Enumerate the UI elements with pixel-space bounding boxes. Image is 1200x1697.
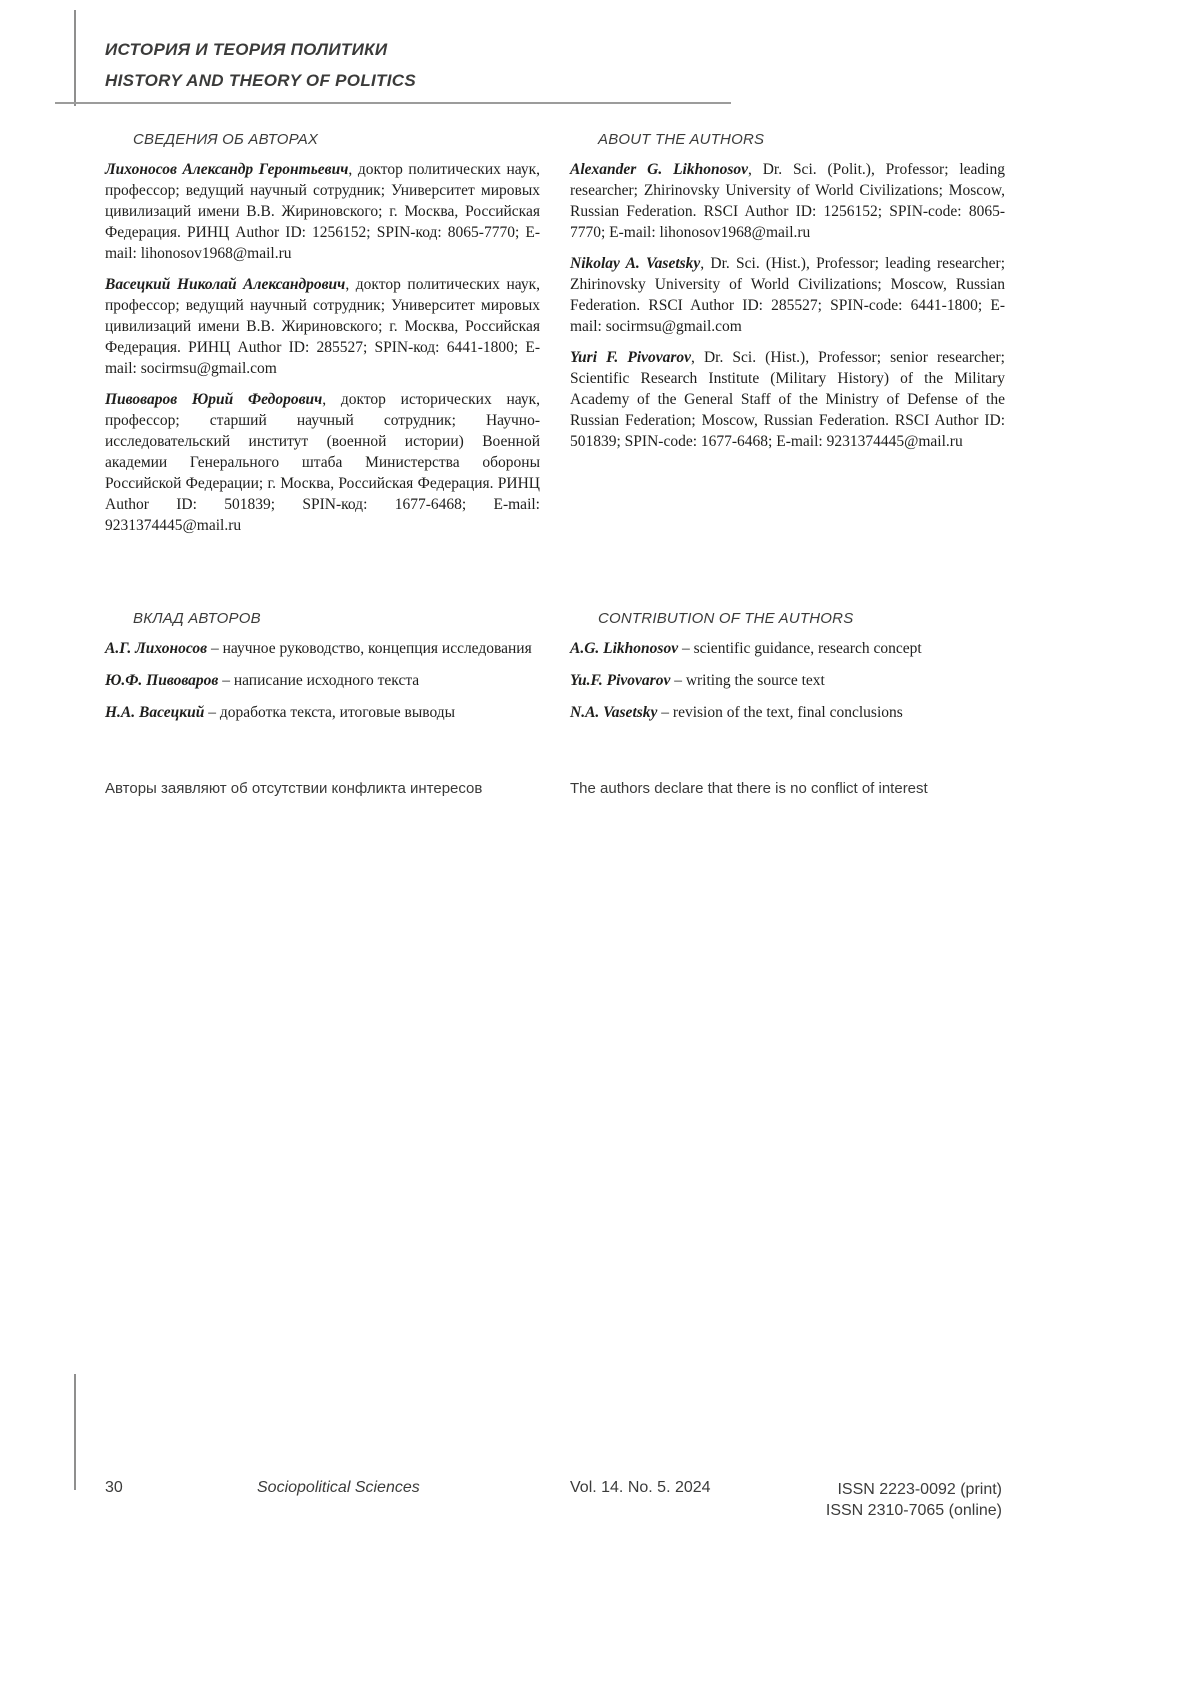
issn-online: ISSN 2310-7065 (online) — [825, 1502, 1002, 1519]
author-name: N.A. Vasetsky — [570, 704, 658, 721]
author-details: , доктор политических наук, профессор; ведущий научный сотрудник; Университет мировых цивилизаций имени В.В. Жириновского; г. Москва, Российская Федерация. РИНЦ Author ID: 1256152; SPIN-код: 8065-7770; E-mail: lihonosov1968@mail.ru — [105, 161, 540, 262]
contribution-item-ru-2 — [105, 670, 540, 691]
author-name: A.G. Likhonosov — [570, 640, 679, 657]
author-name: Лихоносов Александр Геронтьевич — [105, 161, 349, 178]
about-authors-heading-en: ABOUT THE AUTHORS — [598, 131, 765, 148]
contribution-item-en-2 — [570, 670, 1005, 691]
author-details: , Dr. Sci. (Hist.), Professor; senior researcher; Scientific Research Institute (Military History) of the Military Academy of the General Staff of the Ministry of Defense of the Russian Federation; Moscow, Russian Federation. RSCI Author ID: 501839; SPIN-code: 1677-6468; E-mail: 9231374445@mail.ru — [570, 349, 1005, 450]
author-bio-ru-3 — [105, 389, 540, 536]
author-details: , доктор политических наук, профессор; ведущий научный сотрудник; Университет мировых цивилизаций имени В.В. Жириновского; г. Москва, Российская Федерация. РИНЦ Author ID: 285527; SPIN-код: 6441-1800; E-mail: socirmsu@gmail.com — [105, 276, 541, 377]
author-bio-en-1 — [570, 159, 1005, 243]
issn-block — [826, 1479, 1002, 1521]
two-column-grid — [105, 131, 1005, 797]
author-name: Yuri F. Pivovarov — [570, 349, 692, 366]
journal-title: Sociopolitical Sciences — [257, 1479, 420, 1496]
contribution-heading-ru: ВКЛАД АВТОРОВ — [133, 610, 261, 627]
section-title-en: HISTORY AND THEORY OF POLITICS — [105, 71, 416, 90]
about-authors-ru — [105, 131, 540, 546]
author-bio-ru-1 — [105, 159, 540, 264]
contribution-heading-en: CONTRIBUTION OF THE AUTHORS — [598, 610, 854, 627]
running-head — [105, 40, 416, 91]
issue-info: Vol. 14. No. 5. 2024 — [570, 1479, 711, 1496]
contribution-text: – writing the source text — [670, 672, 825, 689]
contribution-item-ru-3 — [105, 702, 540, 723]
author-bio-en-3 — [570, 347, 1005, 452]
author-name: Пивоваров Юрий Федорович — [105, 391, 323, 408]
about-authors-en — [570, 131, 1005, 462]
contribution-item-en-1 — [570, 638, 1005, 659]
author-name: А.Г. Лихоносов — [105, 640, 208, 657]
author-name: Н.А. Васецкий — [105, 704, 205, 721]
page-footer — [105, 1477, 1002, 1523]
contribution-item-en-3 — [570, 702, 1005, 723]
author-bio-ru-2 — [105, 274, 540, 379]
contribution-text: – scientific guidance, research concept — [678, 640, 922, 657]
author-name: Ю.Ф. Пивоваров — [105, 672, 219, 689]
author-name: Yu.F. Pivovarov — [570, 672, 671, 689]
page-content — [105, 131, 1005, 797]
contribution-text: – доработка текста, итоговые выводы — [204, 704, 456, 721]
author-bio-en-2 — [570, 253, 1005, 337]
about-authors-heading-ru: СВЕДЕНИЯ ОБ АВТОРАХ — [133, 131, 319, 148]
contribution-en — [570, 610, 1005, 734]
conflict-statement-ru — [105, 780, 540, 797]
author-name: Васецкий Николай Александрович — [105, 276, 346, 293]
conflict-text-ru: Авторы заявляют об отсутствии конфликта интересов — [105, 780, 483, 797]
conflict-text-en: The authors declare that there is no conflict of interest — [570, 780, 928, 797]
contribution-ru — [105, 610, 540, 734]
contribution-text: – revision of the text, final conclusions — [657, 704, 903, 721]
author-details: , Dr. Sci. (Polit.), Professor; leading researcher; Zhirinovsky University of World Civilizations; Moscow, Russian Federation. RSCI Author ID: 1256152; SPIN-code: 8065-7770; E-mail: lihonosov1968@mail.ru — [570, 161, 1005, 241]
contribution-item-ru-1 — [105, 638, 540, 659]
author-details: , доктор исторических наук, профессор; старший научный сотрудник; Научно-исследовательский институт (военной истории) Военной академии Генерального штаба Министерства обороны Российской Федерации; г. Москва, Российская Федерация. РИНЦ Author ID: 501839; SPIN-код: 1677-6468; E-mail: 9231374445@mail.ru — [105, 391, 540, 534]
page-number: 30 — [105, 1479, 123, 1496]
author-name: Nikolay A. Vasetsky — [570, 255, 701, 272]
contribution-text: – научное руководство, концепция исследования — [207, 640, 532, 657]
top-left-vertical-rule — [74, 10, 76, 106]
contribution-text: – написание исходного текста — [218, 672, 420, 689]
author-details: , Dr. Sci. (Hist.), Professor; leading researcher; Zhirinovsky University of World Civilizations; Moscow, Russian Federation. RSCI Author ID: 285527; SPIN-code: 6441-1800; E-mail: socirmsu@gmail.com — [570, 255, 1005, 335]
author-name: Alexander G. Likhonosov — [570, 161, 748, 178]
conflict-statement-en — [570, 780, 1005, 797]
bottom-left-vertical-rule — [74, 1374, 76, 1490]
issn-print: ISSN 2223-0092 (print) — [837, 1481, 1002, 1498]
section-title-ru: ИСТОРИЯ И ТЕОРИЯ ПОЛИТИКИ — [105, 40, 388, 59]
header-rule — [55, 102, 731, 104]
